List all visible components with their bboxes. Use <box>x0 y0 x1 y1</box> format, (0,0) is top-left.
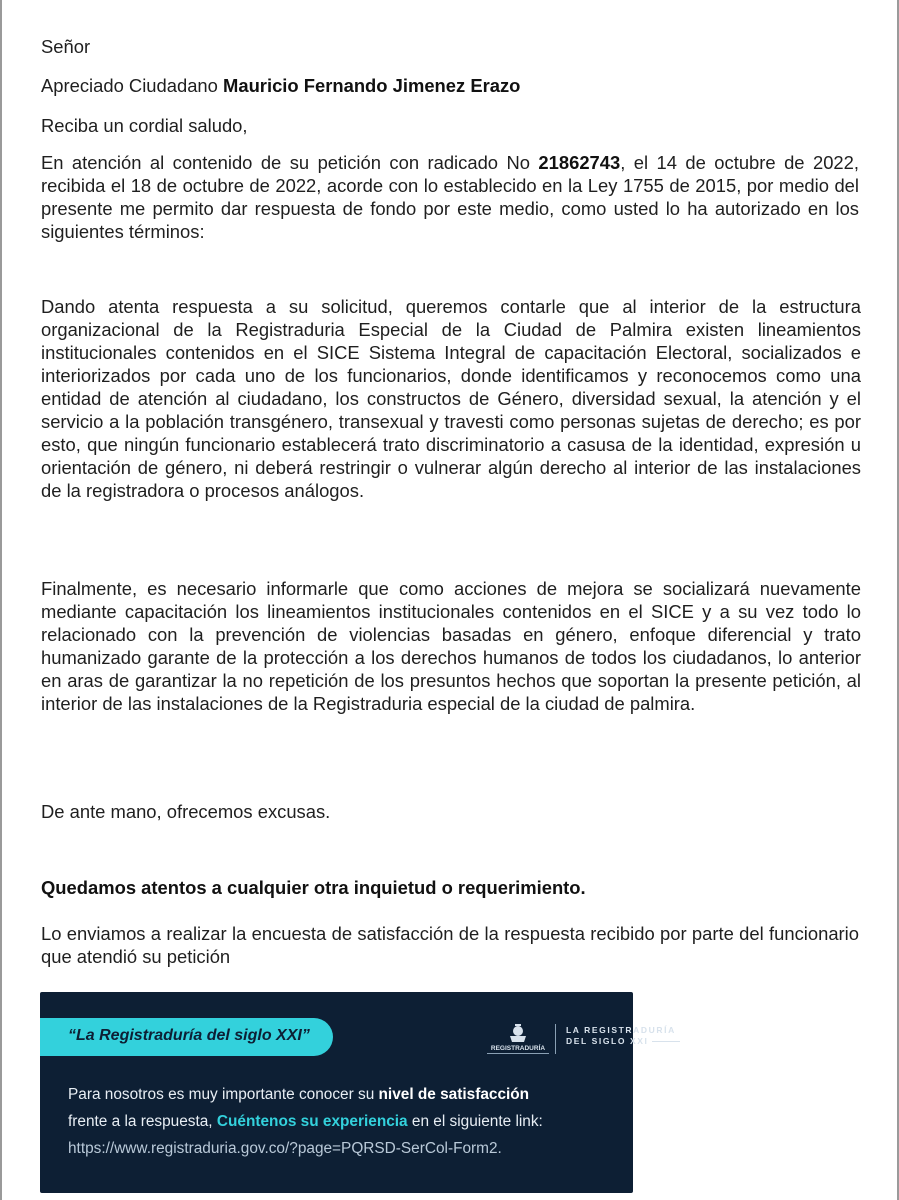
logo-right-line2-text: DEL SIGLO XXI <box>566 1036 649 1046</box>
logo-rule <box>652 1041 680 1042</box>
slogan-pill <box>40 1018 333 1056</box>
banner-line-2 <box>68 1108 628 1135</box>
msg-2: frente a la respuesta, <box>68 1113 213 1130</box>
closing-bold-text: Quedamos atentos a cualquier otra inquietud o requerimiento. <box>41 877 586 898</box>
response-paragraph: Dando atenta respuesta a su solicitud, queremos contarle que al interior de la estructura organizacional de la Registraduria Especial de la Ciudad de Palmira existen lineamientos institucionales contenidos en el SICE Sistema Integral de capacitación Electoral, socializados e interiorizados por cada uno de los funcionarios, donde identificamos y reconocemos como una entidad de atención al ciudadano, los constructos de Género, diversidad sexual, la atención y el servicio a la población transgénero, transexual y travesti como personas sujetas de derecho; es por esto, que ningún funcionario establecerá trato discriminatorio a casusa de la identidad, expresión u orientación de género, ni deberá restringir o vulnerar algún derecho al interior de las instalaciones de la registradora o procesos análogos. <box>41 296 861 501</box>
intro-before-number: En atención al contenido de su petición con radicado No <box>41 152 530 173</box>
citizen-name: Mauricio Fernando Jimenez Erazo <box>223 75 521 96</box>
logo-right-line2 <box>566 1036 680 1047</box>
greeting: Señor <box>41 36 91 57</box>
banner-line-1 <box>68 1081 628 1108</box>
msg-2-end: en el siguiente link: <box>411 1113 543 1130</box>
final-paragraph: Finalmente, es necesario informarle que como acciones de mejora se socializará nuevamente mediante capacitación los lineamientos institucionales contenidos en el SICE y a su vez todo lo relacionado con la prevención de violencias basadas en género, enfoque diferencial y trato humanizado garante de la protección a los derechos humanos de todos los ciudadanos, lo anterior en aras de garantizar la no repetición de los presuntos hechos que soportan la presente petición, al interior de las instalaciones de la Registraduria especial de la ciudad de palmira. <box>41 578 861 714</box>
closing-statement <box>41 876 861 899</box>
apology: De ante mano, ofrecemos excusas. <box>41 801 331 822</box>
msg-1: Para nosotros es muy importante conocer su <box>68 1086 375 1103</box>
slogan-text: “La Registraduría del siglo XXI” <box>68 1027 310 1044</box>
salutation <box>41 74 861 97</box>
banner-message <box>68 1081 628 1162</box>
experience-link[interactable]: Cuéntenos su experiencia <box>216 1113 408 1130</box>
salutation-prefix: Apreciado Ciudadano <box>41 75 218 96</box>
intro-after-number: , el 14 de octubre de 2022, recibida el 18 de octubre de 2022, acorde con lo establecido en la Ley 1755 de 2015, por medio del presente me permito dar respuesta de fondo por este medio, como usted lo ha autorizado en los siguientes términos: <box>41 152 859 242</box>
logo-separator <box>555 1024 556 1054</box>
intro-paragraph <box>41 151 859 243</box>
satisfaction-label: nivel de satisfacción <box>378 1086 530 1103</box>
page-edge-left <box>0 0 2 1200</box>
survey-paragraph: Lo enviamos a realizar la encuesta de satisfacción de la respuesta recibido por parte del funcionario que atendió su petición <box>41 923 859 967</box>
radicado-number: 21862743 <box>538 152 621 173</box>
logo-right <box>566 1025 680 1047</box>
logo-right-line1: LA REGISTRADURÍA <box>566 1025 676 1035</box>
survey-url-link[interactable]: https://www.registraduria.gov.co/?page=PQRSD-SerCol-Form2. <box>68 1140 502 1157</box>
registraduria-logo-icon <box>479 1022 557 1056</box>
cordial-greeting: Reciba un cordial saludo, <box>41 115 248 136</box>
logo-left-text: REGISTRADURÍA <box>490 1045 546 1052</box>
banner-line-3 <box>68 1135 628 1162</box>
survey-banner <box>40 992 676 1193</box>
